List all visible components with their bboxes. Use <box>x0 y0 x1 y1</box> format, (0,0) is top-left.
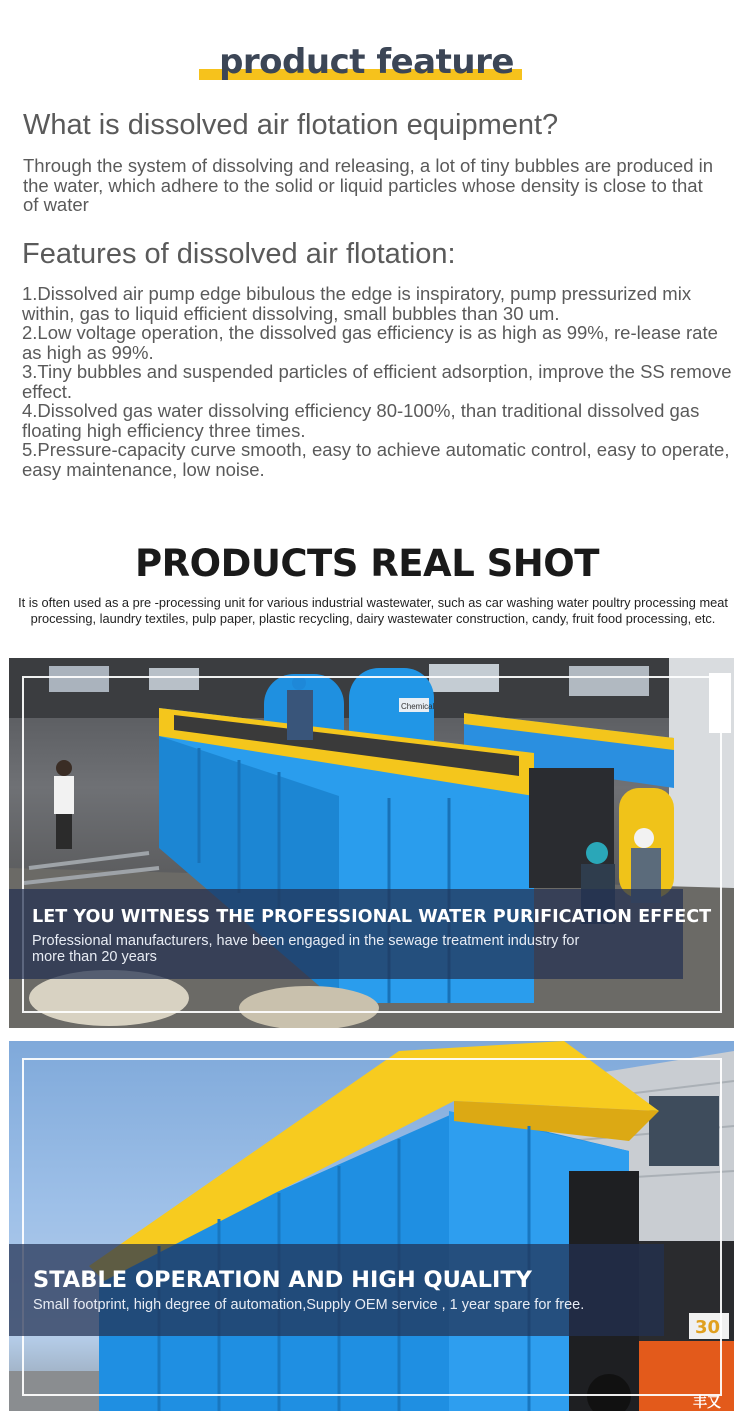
tank-label: Chemical <box>401 702 435 711</box>
feature-item: 3.Tiny bubbles and suspended particles of efficient adsorption, improve the SS remove effect. <box>22 361 732 402</box>
photo-caption-title: LET YOU WITNESS THE PROFESSIONAL WATER PURIFICATION EFFECT <box>32 907 712 927</box>
photo-caption-text: Professional manufacturers, have been engaged in the sewage treatment industry for more than 20 years <box>32 933 580 965</box>
intro-heading: What is dissolved air flotation equipment? <box>23 109 559 141</box>
features-list <box>22 284 742 479</box>
intro-paragraph: Through the system of dissolving and releasing, a lot of tiny bubbles are produced in the water, which adhere to the solid or liquid particles whose density is close to that of water <box>23 155 714 215</box>
features-heading: Features of dissolved air flotation: <box>22 238 456 270</box>
feature-item: 5.Pressure-capacity curve smooth, easy to achieve automatic control, easy to operate, easy maintenance, low noise. <box>22 439 730 480</box>
photo-frame <box>22 1058 722 1396</box>
photo-caption <box>9 1244 664 1336</box>
forklift-plate-number: 30 <box>695 1317 721 1338</box>
photo-caption-text: Small footprint, high degree of automation,Supply OEM service , 1 year spare for free. <box>33 1297 585 1313</box>
photo-caption-title: STABLE OPERATION AND HIGH QUALITY <box>33 1267 532 1293</box>
feature-item: 1.Dissolved air pump edge bibulous the edge is inspiratory, pump pressurized mix within, gas to liquid efficient dissolving, small bubbles than 30 um. <box>22 283 692 324</box>
feature-item: 4.Dissolved gas water dissolving efficiency 80-100%, than traditional dissolved gas floating high efficiency three times. <box>22 400 700 441</box>
section-title: PRODUCTS REAL SHOT <box>135 542 599 585</box>
watermark: 丰又 <box>693 1395 721 1411</box>
feature-item: 2.Low voltage operation, the dissolved gas efficiency is as high as 99%, re-lease rate as high as 99%. <box>22 322 718 363</box>
product-photo-factory <box>9 658 734 1028</box>
page-title: product feature <box>219 42 514 82</box>
section-description: It is often used as a pre -processing unit for various industrial wastewater, such as car washing water poultry processing meat processing, laundry textiles, pulp paper, plastic recycling, dairy wastewater construction, candy, fruit food processing, etc. <box>18 595 728 626</box>
product-photo-outdoor <box>9 1041 734 1411</box>
photo-caption <box>9 889 712 979</box>
